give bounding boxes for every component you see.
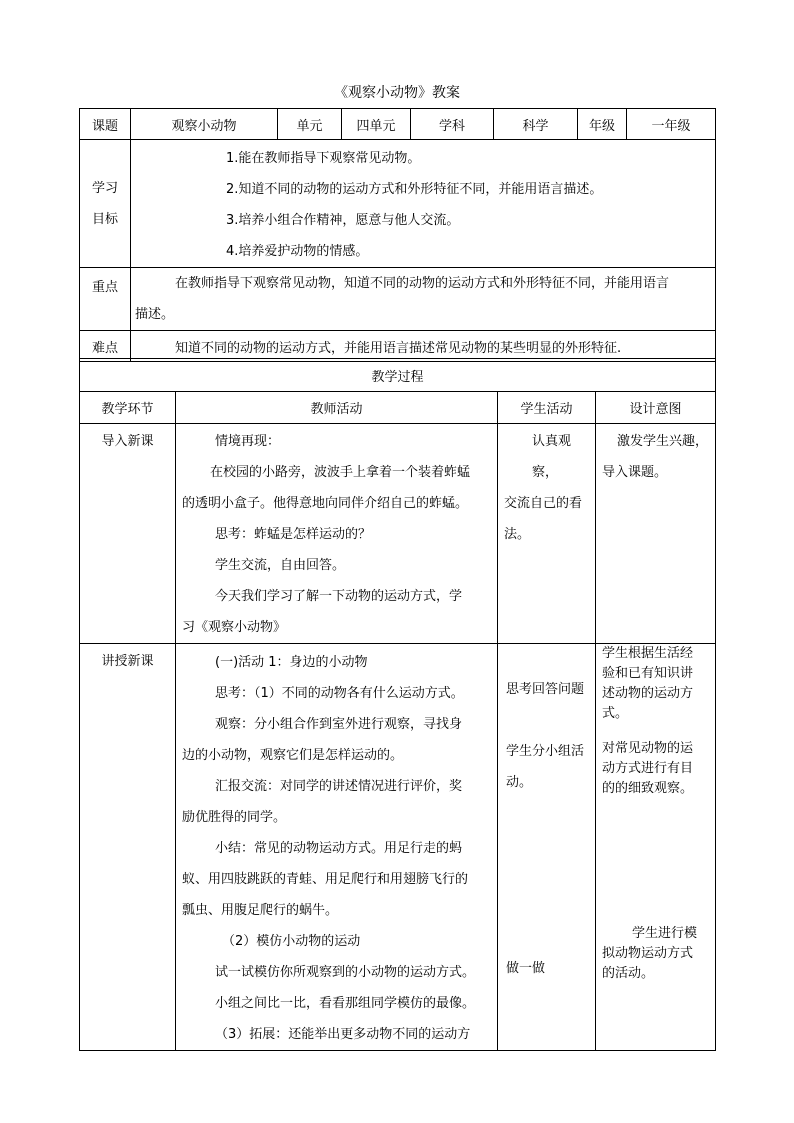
teacher-line: 试一试模仿你所观察到的小动物的运动方式。 [215,965,476,980]
intent-line: 学生进行模 [632,926,698,941]
teacher-line: 在校园的小路旁，波波手上拿着一个装着蚱蜢 [210,465,471,480]
column-header-student: 学生活动 [498,392,596,424]
teacher-line: 观察：分小组合作到室外进行观察，寻找身 [215,717,463,732]
lecture-stage: 讲授新课 [80,644,176,1051]
intent-line: 导入课题。 [602,465,668,480]
key-point-label: 重点 [80,268,131,331]
intent-line: 式。 [602,706,629,721]
teacher-line: 习《观察小动物》 [182,620,287,635]
goals-label-line2: 目标 [91,211,118,227]
intent-line: 的活动。 [602,966,655,981]
process-heading: 教学过程 [80,359,716,392]
unit-label: 单元 [278,109,342,140]
goals-label [80,140,131,268]
teacher-line: 汇报交流：对同学的讲述情况进行评价，奖 [215,779,463,794]
teacher-line: 小结：常见的动物运动方式。用足行走的蚂 [215,841,463,856]
student-line: 交流自己的看 [504,496,583,511]
goals-label-line1: 学习 [91,180,118,196]
teacher-line: 今天我们学习了解一下动物的运动方式，学 [215,589,463,604]
document-title: 《观察小动物》教案 [334,85,460,101]
intro-intent [596,424,716,644]
goal-item: 4.培养爱护动物的情感。 [226,244,369,259]
teaching-process-table [79,358,716,1051]
lesson-info-table [79,108,716,362]
key-point-content [131,268,716,331]
column-header-intent: 设计意图 [596,392,716,424]
intent-block-c [602,924,714,984]
topic-value: 观察小动物 [131,109,278,140]
teacher-line: 瓢虫、用腹足爬行的蜗牛。 [182,903,339,918]
intent-line: 拟动物运动方式 [602,946,694,961]
teacher-line: 小组之间比一比，看看那组同学模仿的最像。 [215,996,476,1011]
goal-item: 2.知道不同的动物的运动方式和外形特征不同，并能用语言描述。 [226,182,603,197]
grade-value: 一年级 [627,109,716,140]
student-line: 思考回答问题 [506,682,585,697]
key-point-line1: 在教师指导下观察常见动物，知道不同的动物的运动方式和外形特征不同，并能用语言 [175,276,670,291]
intro-stage: 导入新课 [80,424,176,644]
teacher-line: 励优胜得的同学。 [182,810,287,825]
difficulty-label: 难点 [80,331,131,362]
teacher-line: 情境再现： [215,434,281,449]
grade-label: 年级 [578,109,627,140]
teacher-line: （2）模仿小动物的运动 [222,934,361,949]
student-line: 法。 [504,527,531,542]
teacher-line: （3）拓展：还能举出更多动物不同的运动方 [215,1027,471,1042]
unit-value: 四单元 [342,109,411,140]
teacher-line: 思考：（1）不同的动物各有什么运动方式。 [215,686,464,701]
lecture-student-activity [498,644,596,1051]
intent-line: 对常见动物的运 [602,741,694,756]
intent-line: 动方式进行有目 [602,761,694,776]
difficulty-content: 知道不同的动物的运动方式，并能用语言描述常见动物的某些明显的外形特征. [131,331,716,362]
column-header-teacher: 教师活动 [176,392,498,424]
lecture-intent [596,644,716,1051]
goal-item: 3.培养小组合作精神，愿意与他人交流。 [226,213,460,228]
key-point-line2: 描述。 [135,307,175,322]
subject-value: 科学 [494,109,578,140]
teacher-line: 蚁、用四肢跳跃的青蛙、用足爬行和用翅膀飞行的 [182,872,469,887]
intro-teacher-activity [176,424,498,644]
intent-line: 述动物的运动方 [602,686,694,701]
teacher-line: 思考：蚱蜢是怎样运动的？ [215,527,372,542]
goals-content [131,140,716,268]
teacher-line: 边的小动物，观察它们是怎样运动的。 [182,748,404,763]
intent-line: 的的细致观察。 [602,781,694,796]
intent-line: 学生根据生活经 [602,646,694,661]
intent-block-a [602,644,714,724]
teacher-line: 的透明小盒子。他得意地向同伴介绍自己的蚱蜢。 [182,496,469,511]
goal-item: 1.能在教师指导下观察常见动物。 [226,151,421,166]
column-header-stage: 教学环节 [80,392,176,424]
intent-line: 验和已有知识讲 [602,666,694,681]
student-line: 认真观察， [532,434,572,480]
intent-line: 激发学生兴趣， [617,434,709,449]
teacher-line: (一)活动 1：身边的小动物 [215,655,368,670]
student-line: 动。 [506,775,533,790]
teacher-line: 学生交流，自由回答。 [215,558,346,573]
lecture-teacher-activity [176,644,498,1051]
topic-label: 课题 [80,109,131,140]
intent-block-b [602,739,714,799]
student-line: 学生分小组活 [506,744,585,759]
student-line: 做一做 [506,961,546,976]
subject-label: 学科 [411,109,494,140]
intro-student-activity [498,424,596,644]
